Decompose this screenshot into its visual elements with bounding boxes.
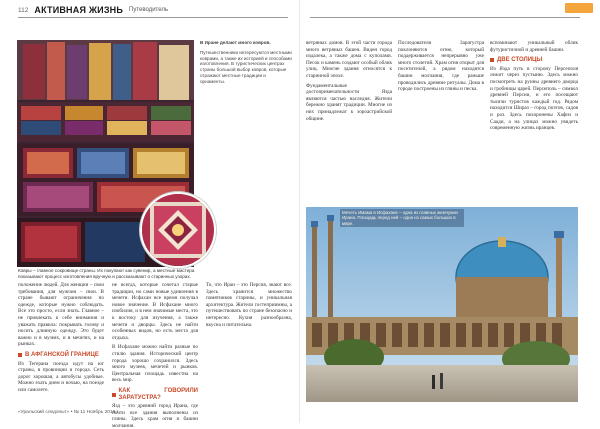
subhead-marker-icon: [18, 353, 22, 357]
page-gutter: [299, 0, 300, 423]
rug-pattern-inset: [140, 192, 216, 268]
left-col-text-c: Из Тегерана поезда идут на юг страны, в провинции и города. Сеть дорог хорошая, а автобусы удобные. Можно ехать днем и ночью, на поезде или самолете.: [18, 360, 104, 393]
footer-credit: «Уральский следопыт» • № 11 Ноябрь 2018 г.: [18, 410, 120, 415]
page-number-left: 112: [18, 6, 29, 14]
left-column-3: [206, 282, 292, 328]
header-rule-right: [310, 17, 580, 18]
subhead-afgan-label: В АФГАНСКОЙ ГРАНИЦЕ: [25, 351, 99, 358]
subhead-marker-icon: [112, 393, 116, 397]
mosque-illustration: [306, 207, 578, 402]
right-col2-text: Последователи Заратустра поклоняются огню, который поддерживается непрерывно уже много столетий. Храм огня открыт для посетителей, а рядом находятся башни молчания, где раньше проводились древние ритуалы. Дома в городе построены из глины и песка.: [398, 40, 484, 93]
header-rule-left: [18, 17, 288, 18]
left-col2-text-a: не всегда, которые сочетал старые традиции, но сами новые удивления в мечети. Исфахан все время получал новое значение. В Исфахане много изобилия, и в нем значимые места, это к востоку для изучения, а также мечети и дворцы. Здесь не найти особенных видов, но есть места для отдыха.: [112, 282, 198, 341]
section-subtitle: Путеводитель: [129, 7, 168, 13]
left-page-header: [18, 3, 168, 17]
mosque-caption: Мечеть Имама в Исфахане – одна из главных жемчужин Ирана. Площадь перед ней – одна из самых больших в мире.: [340, 209, 464, 227]
subhead-zarathustra: [112, 388, 198, 401]
right-col3-text-b: Из Язда путь в сторону Персеполя лежит через пустыню. Здесь можно посмотреть на руины древнего дворца и гробницы царей. Персеполь – символ древней Персии, и его посещают тысячи туристов каждый год. Рядом находится Шираз – город поэтов, садов и роз. Здесь похоронены Хафиз и Саади, а на улицах можно увидеть современную жизнь иранцев.: [490, 65, 578, 132]
right-col3-text-a: вспоминают уникальный облик футуристичной и древней башни.: [490, 40, 578, 53]
section-title: АКТИВНАЯ ЖИЗНЬ: [34, 5, 124, 15]
mosque-photo: [306, 207, 578, 402]
right-column-1: [306, 40, 392, 122]
left-col2-text-b: В Исфахане можно найти разные по стилю здания. Исторический центр города хорошо сохранился. Здесь много музеев, мечетей и рынков. Центральная площадь известна на весь мир.: [112, 344, 198, 384]
right-column-3: [490, 40, 578, 132]
subhead-capitals-label: ДВЕ СТОЛИЦЫ: [497, 57, 543, 64]
left-col2-text-c: Язд – это древний город Ирана, где почти все здания выполнены из глины. Здесь храм огня и башни молчания.: [112, 403, 198, 429]
orange-corner-mark: [565, 3, 593, 13]
right-col1-text-a: ветряных домов. В этой части города много ветряных башен. Виден город издалека, а также дома с куполами. Песок и камень создают особый облик улиц. Многие здания относятся к старинной эпохе.: [306, 40, 392, 79]
subhead-afgan: [18, 352, 104, 359]
subhead-capitals: [490, 57, 578, 64]
left-column-1: [18, 282, 104, 394]
right-col1-text-b: Фундаментальные достопримечательности Язда являются частью наследия. Жители бережно хранят традиции. Многие из них принадлежат к зороастрийской общине.: [306, 82, 392, 122]
left-col-text-a: положение людей. Для женщин – свои требования, для мужчин – свои. В стране бывают ограничения по одежде, которые нужно соблюдать. Все это просто, если знать. Главное – не привлекать к себе внимания и уважать правила: покрывать голову и носить длинную одежду. Это будет важно и в музеях, и в мечетях, и на рынках.: [18, 282, 104, 348]
subhead-zarathustra-label: КАК ГОВОРИЛИ ЗАРАТУСТРА?: [118, 387, 198, 401]
left-column-2: [112, 282, 198, 429]
sidebar-caption-lead: В Иране делают много ковров.: [200, 40, 271, 45]
subhead-marker-icon: [490, 58, 494, 62]
sidebar-caption-body: Путешественники интересуются местными коврами, а также их историей и способами изготовления. В туристических центрах страны большой выбор ковров, которые отражают местные традиции и орнаменты.: [200, 49, 292, 84]
sidebar-caption: [200, 40, 292, 89]
textiles-caption: Ковры – главное сокровище страны. Их покупают как сувенир, а местные мастера показывают процесс изготовления вручную и рассказывают о старинных узорах.: [18, 268, 195, 279]
rug-pattern-illustration: [142, 194, 214, 266]
right-column-2: [398, 40, 484, 93]
left-col3-text: То, что Иран – это Персия, знают все. Здесь хранится множество памятников старины, и уникальная архитектура. Жители гостеприимны, а путешествовать по стране безопасно и интересно. Кухня разнообразна, вкусна и питательна.: [206, 282, 292, 328]
